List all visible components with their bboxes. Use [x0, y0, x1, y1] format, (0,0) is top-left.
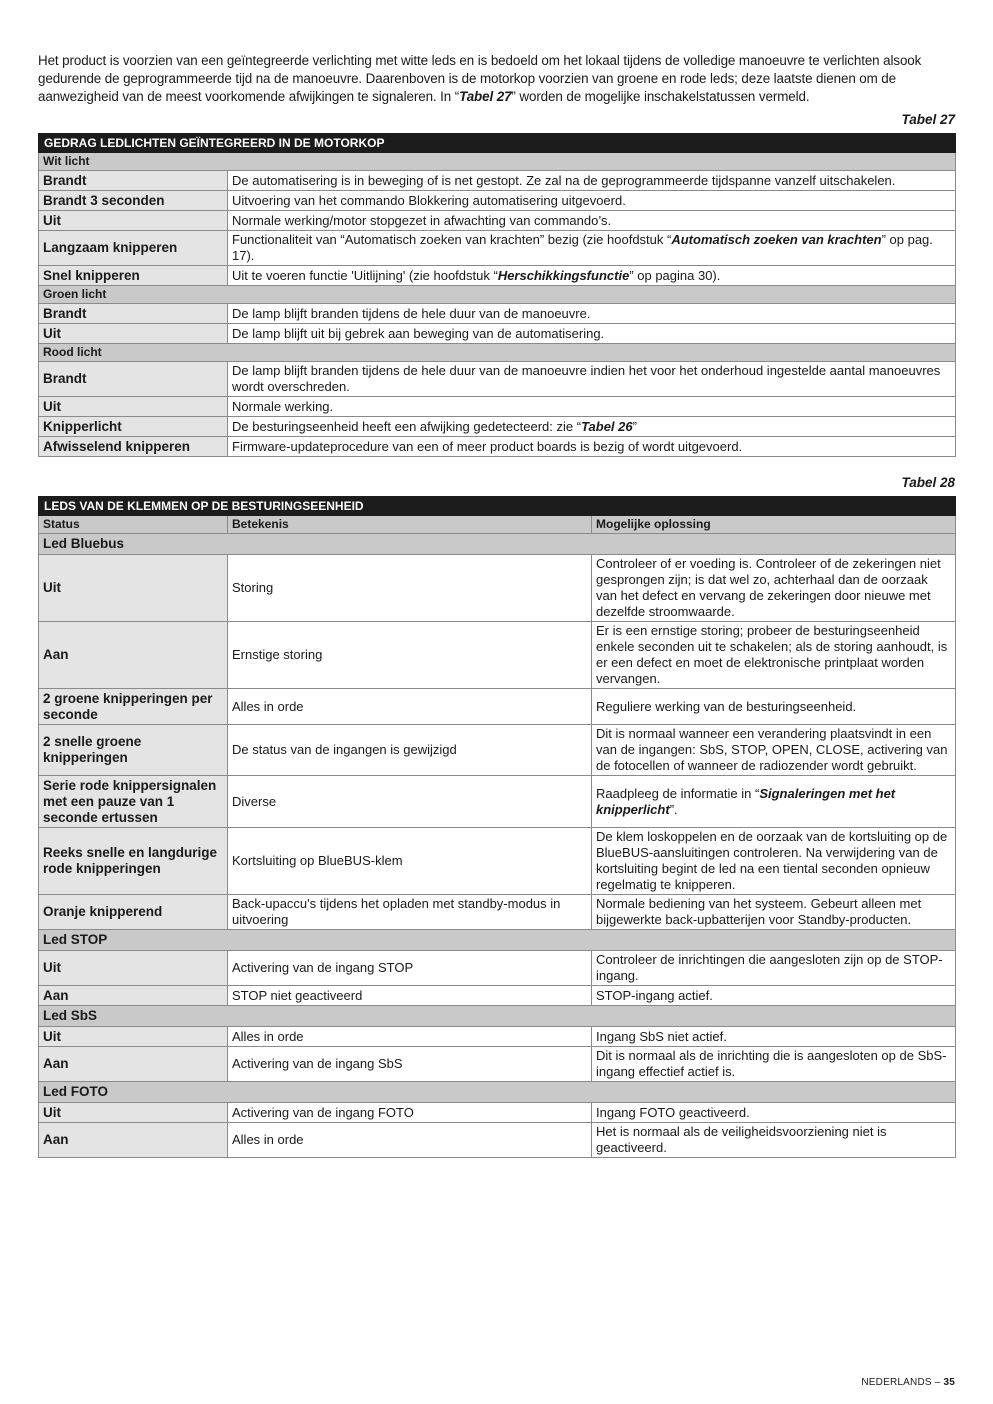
solution-cell: Dit is normaal wanneer een verandering plaatsvindt in een van de ingangen: SbS, STOP, OPEN, CLOSE, activering van de fotocellen of wanneer de radiozender wordt gebruikt.	[592, 725, 956, 776]
chapter-reference: Herschikkingsfunctie	[497, 267, 630, 283]
row-text: Normale werking.	[228, 397, 956, 417]
meaning-cell: STOP niet geactiveerd	[228, 986, 592, 1006]
row-text: De lamp blijft branden tijdens de hele duur van de manoeuvre indien het voor het onderhoud ingestelde aantal manoeuvres wordt overschreden.	[228, 362, 956, 397]
status-cell: Uit	[39, 951, 228, 986]
table-row	[39, 1123, 956, 1158]
row-text-pre: Functionaliteit van “Automatisch zoeken van krachten” bezig (zie hoofdstuk “	[232, 232, 672, 247]
meaning-cell: Ernstige storing	[228, 622, 592, 689]
solution-cell: Er is een ernstige storing; probeer de besturingseenheid enkele seconden uit te schakelen; als de storing aanhoudt, is er een defect en moet de elektronische printplaat worden vervangen.	[592, 622, 956, 689]
table28	[38, 496, 956, 1158]
table-row	[39, 417, 956, 437]
solution-cell	[592, 776, 956, 828]
section-led-sbs: Led SbS	[39, 1006, 956, 1027]
meaning-cell: Alles in orde	[228, 689, 592, 725]
solution-cell: Controleer of er voeding is. Controleer of de zekeringen niet gesprongen zijn; is dat wel zo, achterhaal dan de oorzaak van het defect en vervang de zekeringen door nieuwe met dezelfde stroomwaarde.	[592, 555, 956, 622]
meaning-cell: Kortsluiting op BlueBUS-klem	[228, 828, 592, 895]
row-text	[228, 231, 956, 266]
section-led-bluebus: Led Bluebus	[39, 534, 956, 555]
footer-language: NEDERLANDS –	[861, 1377, 944, 1388]
table-row	[39, 986, 956, 1006]
table-row	[39, 266, 956, 286]
row-text	[228, 417, 956, 437]
solution-cell: Ingang SbS niet actief.	[592, 1027, 956, 1047]
table-row	[39, 437, 956, 457]
row-text: De lamp blijft uit bij gebrek aan beweging van de automatisering.	[228, 324, 956, 344]
table-row	[39, 951, 956, 986]
row-text: De automatisering is in beweging of is net gestopt. Ze zal na de geprogrammeerde tijdspanne vanzelf uitschakelen.	[228, 171, 956, 191]
column-header-status: Status	[39, 516, 228, 534]
row-key: Knipperlicht	[39, 417, 228, 437]
status-cell: Aan	[39, 1047, 228, 1082]
intro-paragraph	[38, 52, 958, 106]
row-text: Uitvoering van het commando Blokkering automatisering uitgevoerd.	[228, 191, 956, 211]
table-row	[39, 1103, 956, 1123]
status-cell: Aan	[39, 622, 228, 689]
table-row	[39, 211, 956, 231]
status-cell: Uit	[39, 1027, 228, 1047]
meaning-cell: Alles in orde	[228, 1027, 592, 1047]
table-row	[39, 304, 956, 324]
row-text-post: ” op pag. 17).	[232, 232, 933, 263]
row-text	[228, 266, 956, 286]
table-row	[39, 828, 956, 895]
solution-cell: Reguliere werking van de besturingseenheid.	[592, 689, 956, 725]
row-key: Uit	[39, 211, 228, 231]
row-key: Afwisselend knipperen	[39, 437, 228, 457]
row-key: Brandt	[39, 171, 228, 191]
row-text: De lamp blijft branden tijdens de hele duur van de manoeuvre.	[228, 304, 956, 324]
section-led-stop: Led STOP	[39, 930, 956, 951]
page-number: 35	[943, 1377, 955, 1388]
table-row	[39, 1047, 956, 1082]
meaning-cell: Storing	[228, 555, 592, 622]
row-text: Normale werking/motor stopgezet in afwachting van commando’s.	[228, 211, 956, 231]
section-led-foto: Led FOTO	[39, 1082, 956, 1103]
table-row	[39, 776, 956, 828]
row-key: Snel knipperen	[39, 266, 228, 286]
table-row	[39, 397, 956, 417]
row-text-post: ”	[632, 418, 637, 434]
status-cell: Serie rode knippersignalen met een pauze van 1 seconde ertussen	[39, 776, 228, 828]
solution-cell: Normale bediening van het systeem. Gebeurt alleen met bijgewerkte back-upbatterijen voor Standby-producten.	[592, 895, 956, 930]
chapter-reference: Automatisch zoeken van krachten	[671, 232, 882, 247]
table27	[38, 133, 956, 457]
meaning-cell: Activering van de ingang FOTO	[228, 1103, 592, 1123]
table-row	[39, 191, 956, 211]
intro-table-reference: Tabel 27	[459, 89, 512, 104]
row-key: Brandt	[39, 304, 228, 324]
row-text-pre: Uit te voeren functie 'Uitlijning' (zie hoofdstuk “	[232, 267, 498, 283]
meaning-cell: Alles in orde	[228, 1123, 592, 1158]
meaning-cell: Activering van de ingang STOP	[228, 951, 592, 986]
table28-title: LEDS VAN DE KLEMMEN OP DE BESTURINGSEENHEID	[39, 497, 956, 516]
status-cell: Aan	[39, 1123, 228, 1158]
table-row	[39, 171, 956, 191]
row-key: Langzaam knipperen	[39, 231, 228, 266]
row-text-pre: De besturingseenheid heeft een afwijking gedetecteerd: zie “	[232, 418, 582, 434]
table-row	[39, 324, 956, 344]
page-footer	[861, 1377, 955, 1388]
status-cell: Oranje knipperend	[39, 895, 228, 930]
meaning-cell: Activering van de ingang SbS	[228, 1047, 592, 1082]
row-key: Brandt	[39, 362, 228, 397]
row-text-post: ” op pagina 30).	[629, 267, 721, 283]
solution-cell: De klem loskoppelen en de oorzaak van de kortsluiting op de BlueBUS-aansluitingen controleren. Na verwijdering van de kortsluiting begint de led na een tiental seconden opnieuw regelmatig te knipperen.	[592, 828, 956, 895]
solution-cell: Dit is normaal als de inrichting die is aangesloten op de SbS-ingang effectief actief is.	[592, 1047, 956, 1082]
status-cell: Uit	[39, 555, 228, 622]
table-reference: Tabel 26	[581, 418, 633, 434]
solution-cell: STOP-ingang actief.	[592, 986, 956, 1006]
row-key: Brandt 3 seconden	[39, 191, 228, 211]
section-rood-licht: Rood licht	[39, 344, 956, 362]
meaning-cell: Diverse	[228, 776, 592, 828]
column-header-oplossing: Mogelijke oplossing	[592, 516, 956, 534]
meaning-cell: De status van de ingangen is gewijzigd	[228, 725, 592, 776]
solution-cell: Het is normaal als de veiligheidsvoorziening niet is geactiveerd.	[592, 1123, 956, 1158]
table28-label: Tabel 28	[901, 475, 955, 490]
table-row	[39, 689, 956, 725]
row-text: Firmware-updateprocedure van een of meer product boards is bezig of wordt uitgevoerd.	[228, 437, 956, 457]
column-header-betekenis: Betekenis	[228, 516, 592, 534]
solution-text-pre: Raadpleeg de informatie in “	[596, 785, 760, 801]
status-cell: 2 groene knipperingen per seconde	[39, 689, 228, 725]
table-row	[39, 895, 956, 930]
intro-text-2: ” worden de mogelijke inschakelstatussen vermeld.	[511, 89, 810, 104]
table-row	[39, 1027, 956, 1047]
table27-label: Tabel 27	[901, 112, 955, 127]
solution-cell: Ingang FOTO geactiveerd.	[592, 1103, 956, 1123]
table-row	[39, 362, 956, 397]
status-cell: Aan	[39, 986, 228, 1006]
row-key: Uit	[39, 324, 228, 344]
row-key: Uit	[39, 397, 228, 417]
table-row	[39, 555, 956, 622]
status-cell: Uit	[39, 1103, 228, 1123]
table-row	[39, 725, 956, 776]
solution-cell: Controleer de inrichtingen die aangesloten zijn op de STOP-ingang.	[592, 951, 956, 986]
table-row	[39, 622, 956, 689]
status-cell: 2 snelle groene knipperingen	[39, 725, 228, 776]
section-groen-licht: Groen licht	[39, 286, 956, 304]
solution-text-post: ”.	[669, 801, 678, 817]
section-wit-licht: Wit licht	[39, 153, 956, 171]
status-cell: Reeks snelle en langdurige rode knipperingen	[39, 828, 228, 895]
meaning-cell: Back-upaccu's tijdens het opladen met standby-modus in uitvoering	[228, 895, 592, 930]
table27-title: GEDRAG LEDLICHTEN GEÏNTEGREERD IN DE MOTORKOP	[39, 134, 956, 153]
table-row	[39, 231, 956, 266]
intro-text-1: Het product is voorzien van een geïntegreerde verlichting met witte leds en is bedoeld om het lokaal tijdens de volledige manoeuvre te verlichten alsook gedurende de geprogrammeerde tijd na de manoeuvre. Daarenboven is de motorkop voorzien van groene en rode leds; deze laatste dienen om de aanwezigheid van de meest voorkomende afwijkingen te signaleren. In “	[38, 53, 922, 104]
chapter-reference: Signaleringen met het knipperlicht	[596, 785, 896, 817]
